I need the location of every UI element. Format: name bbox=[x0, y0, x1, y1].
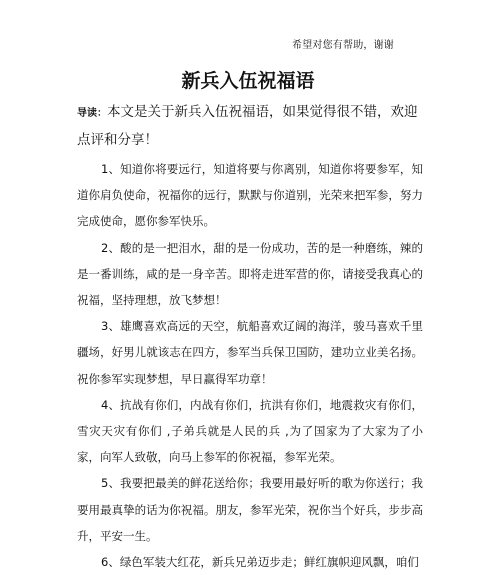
page-title: 新兵入伍祝福语 bbox=[181, 70, 315, 92]
paragraph-5: 5、我要把最美的鲜花送给你；我要用最好听的歌为你送行；我要用最真挚的话为你祝福。朋友，参军光荣，祝你当个好兵，步步高升，平安一生。 bbox=[77, 476, 423, 543]
intro-paragraph bbox=[77, 99, 423, 153]
paragraph-4: 4、抗战有你们，内战有你们，抗洪有你们，地震救灾有你们，雪灾天灾有你们 ,子弟兵就是人民的兵 ,为了国家为了大家为了小家，向军人致敬，向马上参军的你祝福，参军光荣。 bbox=[77, 397, 423, 465]
paragraph-2: 2、酸的是一把泪水，甜的是一份成功，苦的是一种磨练，辣的是一番训练，咸的是一身辛苦。即将走进军营的你，请接受我真心的祝福，坚持理想，放飞梦想！ bbox=[77, 240, 423, 308]
paragraph-1: 1、知道你将要远行，知道将要与你离别，知道你将要参军，知道你肩负使命，祝福你的远行，默默与你道别，光荣来把军参，努力完成使命，愿你参军快乐。 bbox=[77, 162, 423, 229]
intro-label: 导读： bbox=[77, 108, 107, 119]
document-body bbox=[77, 99, 423, 575]
paragraph-6: 6、绿色军装大红花，新兵兄弟迈步走；鲜红旗帜迎风飘，咱们 bbox=[101, 555, 419, 570]
header-note: 希望对您有帮助，谢谢 bbox=[292, 40, 394, 51]
paragraph-3: 3、雄鹰喜欢高远的天空，航船喜欢辽阔的海洋，骏马喜欢千里疆场，好男儿就该志在四方，参军当兵保卫国防，建功立业美名扬。祝你参军实现梦想，早日赢得军功章！ bbox=[77, 319, 423, 386]
intro-text: 本文是关于新兵入伍祝福语，如果觉得很不错，欢迎点评和分享！ bbox=[77, 104, 418, 148]
